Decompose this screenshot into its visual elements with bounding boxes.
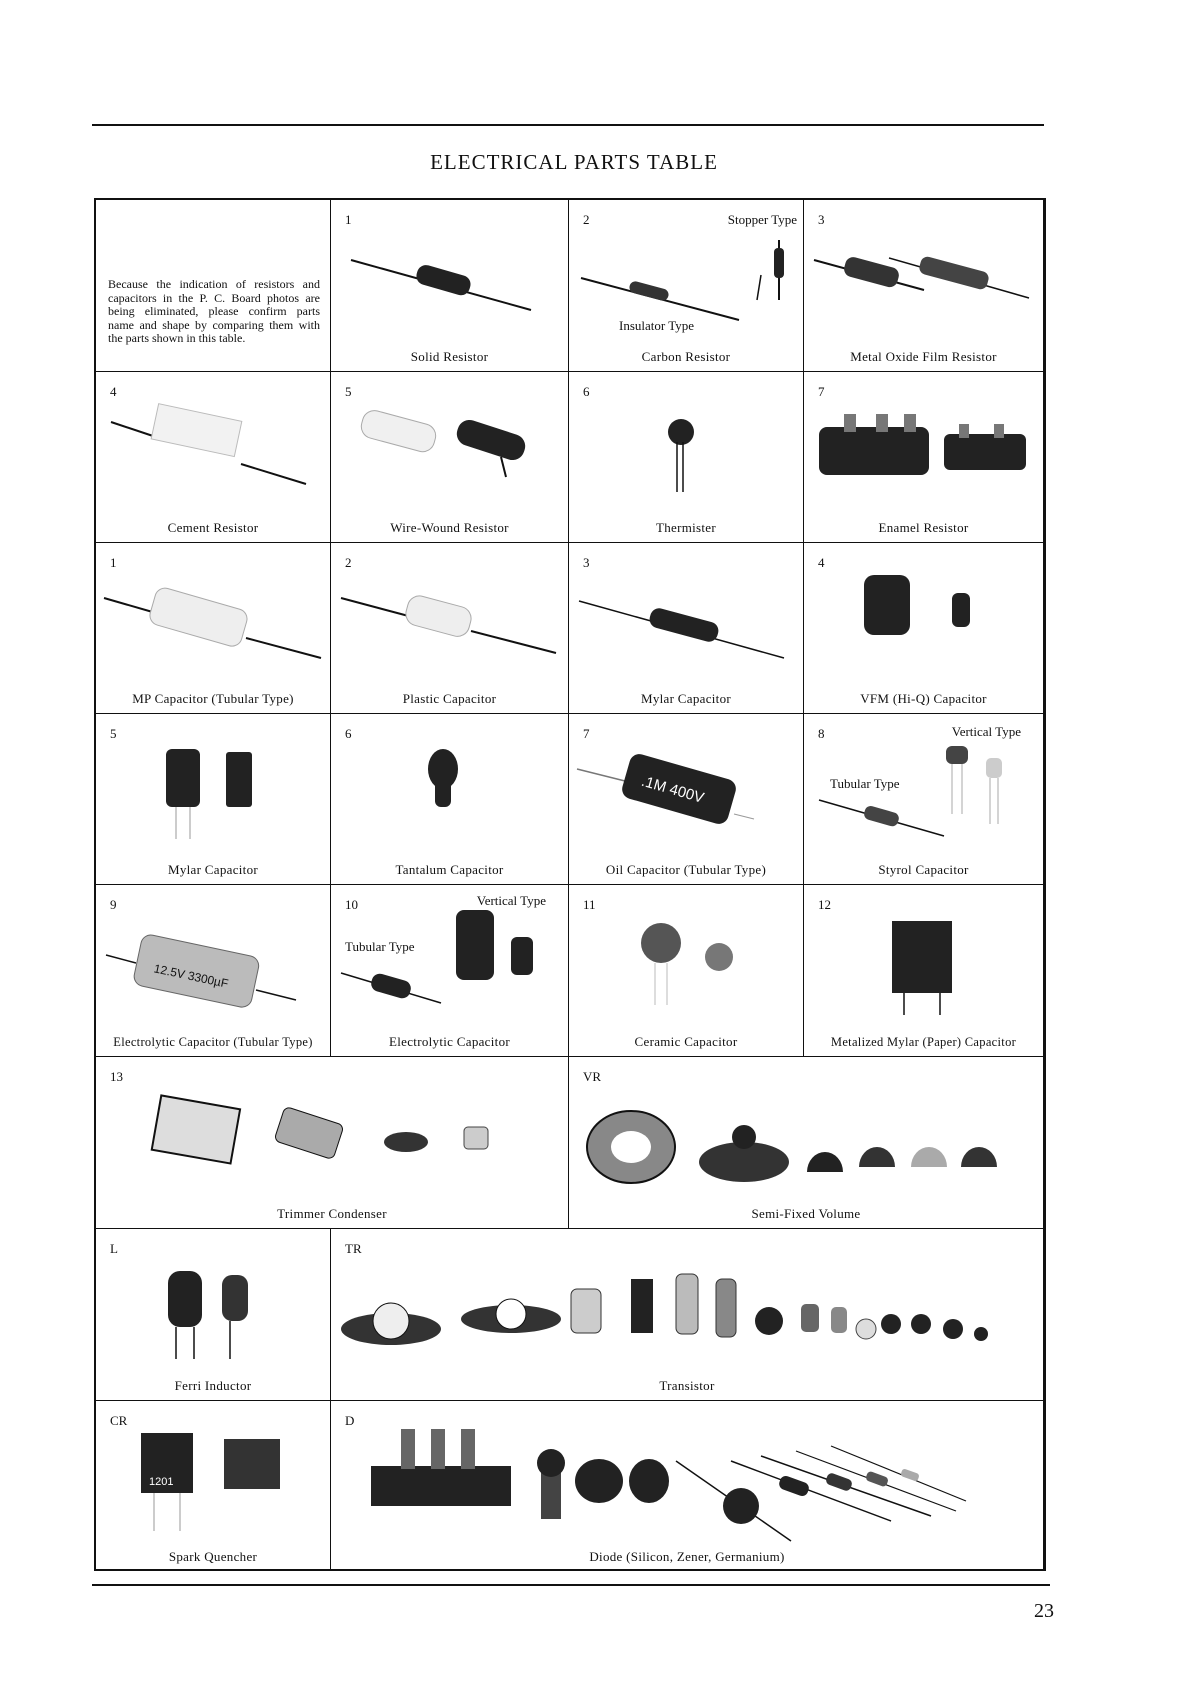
item-number: 3 <box>583 555 590 570</box>
part-caption: Metalized Mylar (Paper) Capacitor <box>830 1035 1017 1049</box>
item-number: 9 <box>110 897 117 912</box>
transistor-image <box>331 1229 1044 1401</box>
item-number: 2 <box>345 555 352 570</box>
cell-plastic-capacitor <box>331 543 569 714</box>
intro-note: Because the indication of resistors and capacitors in the P. C. Board photos are being eliminated, please confirm parts name and shape by comparing them with the parts shown in this table. <box>108 277 320 345</box>
item-number: 6 <box>583 384 590 399</box>
mylar-capacitor-block-image <box>96 714 331 885</box>
cell-solid-resistor <box>331 200 569 372</box>
part-caption: Ceramic Capacitor <box>634 1034 738 1049</box>
item-number: 5 <box>345 384 352 399</box>
item-number: CR <box>110 1413 128 1428</box>
cell-diode <box>331 1401 1044 1571</box>
spark-quencher-marking: 1201 <box>149 1476 174 1488</box>
metal-oxide-resistor-image <box>804 200 1044 372</box>
part-caption: Styrol Capacitor <box>878 862 969 877</box>
item-number: 10 <box>345 897 358 912</box>
cell-metal-oxide-film-resistor <box>804 200 1044 372</box>
cell-tantalum-capacitor <box>331 714 569 885</box>
trimmer-condenser-image <box>96 1057 569 1229</box>
enamel-resistor-image <box>804 372 1044 543</box>
part-caption: Metal Oxide Film Resistor <box>850 349 997 364</box>
item-number: 7 <box>818 384 825 399</box>
item-number: 11 <box>583 897 596 912</box>
part-caption: Ferri Inductor <box>174 1378 252 1393</box>
plastic-capacitor-image <box>331 543 569 714</box>
part-caption: Plastic Capacitor <box>402 691 497 706</box>
part-caption: Spark Quencher <box>168 1549 258 1564</box>
item-number: L <box>110 1241 118 1256</box>
cell-vfm-capacitor <box>804 543 1044 714</box>
sublabel-insulator-type: Insulator Type <box>619 318 695 333</box>
part-caption: Enamel Resistor <box>878 520 969 535</box>
item-number: TR <box>345 1241 362 1256</box>
part-caption: Mylar Capacitor <box>640 691 732 706</box>
item-number: 12 <box>818 897 831 912</box>
part-caption: Electrolytic Capacitor <box>388 1034 511 1049</box>
cell-mylar-capacitor-tubular <box>569 543 804 714</box>
parts-table <box>94 198 1046 1571</box>
part-caption: Tantalum Capacitor <box>395 862 504 877</box>
ferri-inductor-image <box>96 1229 331 1401</box>
spark-quencher-image <box>96 1401 331 1571</box>
cell-oil-capacitor <box>569 714 804 885</box>
bottom-rule <box>92 1584 1050 1586</box>
solid-resistor-image <box>331 200 569 372</box>
part-caption: MP Capacitor (Tubular Type) <box>132 691 294 706</box>
item-number: 7 <box>583 726 590 741</box>
cell-ferri-inductor <box>96 1229 331 1401</box>
part-caption: Solid Resistor <box>410 349 489 364</box>
part-caption: Diode (Silicon, Zener, Germanium) <box>589 1549 785 1564</box>
cell-transistor <box>331 1229 1044 1401</box>
item-number: 5 <box>110 726 117 741</box>
cell-thermister <box>569 372 804 543</box>
item-number: 13 <box>110 1069 123 1084</box>
sublabel-tubular-type: Tubular Type <box>830 776 900 791</box>
mp-capacitor-image <box>96 543 331 714</box>
sublabel-vertical-type: Vertical Type <box>951 724 1021 739</box>
ceramic-capacitor-image <box>569 885 804 1057</box>
cement-resistor-image <box>96 372 331 543</box>
cell-electrolytic-capacitor-tubular <box>96 885 331 1057</box>
part-caption: Electrolytic Capacitor (Tubular Type) <box>113 1035 313 1049</box>
cell-mylar-capacitor-block <box>96 714 331 885</box>
oil-capacitor-image <box>569 714 804 885</box>
cell-wire-wound-resistor <box>331 372 569 543</box>
item-number: VR <box>583 1069 602 1084</box>
cell-cement-resistor <box>96 372 331 543</box>
cell-electrolytic-capacitor <box>331 885 569 1057</box>
oil-capacitor-marking: .1M 400V <box>639 772 706 807</box>
intro-cell <box>96 200 331 372</box>
item-number: 4 <box>110 384 117 399</box>
electrolytic-vertical-image <box>331 885 569 1057</box>
metalized-mylar-image <box>804 885 1044 1057</box>
part-caption: Wire-Wound Resistor <box>390 520 509 535</box>
tantalum-capacitor-image <box>331 714 569 885</box>
item-number: 4 <box>818 555 825 570</box>
semi-fixed-volume-image <box>569 1057 1044 1229</box>
cell-styrol-capacitor <box>804 714 1044 885</box>
cell-spark-quencher <box>96 1401 331 1571</box>
cell-ceramic-capacitor <box>569 885 804 1057</box>
item-number: 1 <box>345 212 352 227</box>
part-caption: Oil Capacitor (Tubular Type) <box>605 862 767 877</box>
cell-carbon-resistor <box>569 200 804 372</box>
cell-enamel-resistor <box>804 372 1044 543</box>
sublabel-vertical-type: Vertical Type <box>476 893 546 908</box>
page-title: ELECTRICAL PARTS TABLE <box>430 150 718 174</box>
cell-metalized-mylar-capacitor <box>804 885 1044 1057</box>
part-caption: Semi-Fixed Volume <box>751 1206 861 1221</box>
part-caption: Cement Resistor <box>167 520 259 535</box>
page-number: 23 <box>1034 1600 1054 1622</box>
part-caption: VFM (Hi-Q) Capacitor <box>860 691 987 706</box>
part-caption: Trimmer Condenser <box>277 1206 387 1221</box>
part-caption: Carbon Resistor <box>641 349 731 364</box>
item-number: 3 <box>818 212 825 227</box>
cell-trimmer-condenser <box>96 1057 569 1229</box>
part-caption: Transistor <box>659 1378 715 1393</box>
thermister-image <box>569 372 804 543</box>
carbon-resistor-image <box>569 200 804 372</box>
electrolytic-marking: 12.5V 3300µF <box>152 961 230 991</box>
mylar-capacitor-tubular-image <box>569 543 804 714</box>
part-caption: Thermister <box>655 520 717 535</box>
vfm-capacitor-image <box>804 543 1044 714</box>
sublabel-stopper-type: Stopper Type <box>727 212 797 227</box>
top-rule <box>92 124 1044 126</box>
item-number: 8 <box>818 726 825 741</box>
item-number: D <box>345 1413 355 1428</box>
cell-mp-capacitor <box>96 543 331 714</box>
item-number: 2 <box>583 212 590 227</box>
wire-wound-resistor-image <box>331 372 569 543</box>
sublabel-tubular-type: Tubular Type <box>345 939 415 954</box>
item-number: 6 <box>345 726 352 741</box>
diode-image <box>331 1401 1044 1571</box>
item-number: 1 <box>110 555 117 570</box>
part-caption: Mylar Capacitor <box>167 862 259 877</box>
electrolytic-tubular-image <box>96 885 331 1057</box>
styrol-capacitor-image <box>804 714 1044 885</box>
cell-semi-fixed-volume <box>569 1057 1044 1229</box>
